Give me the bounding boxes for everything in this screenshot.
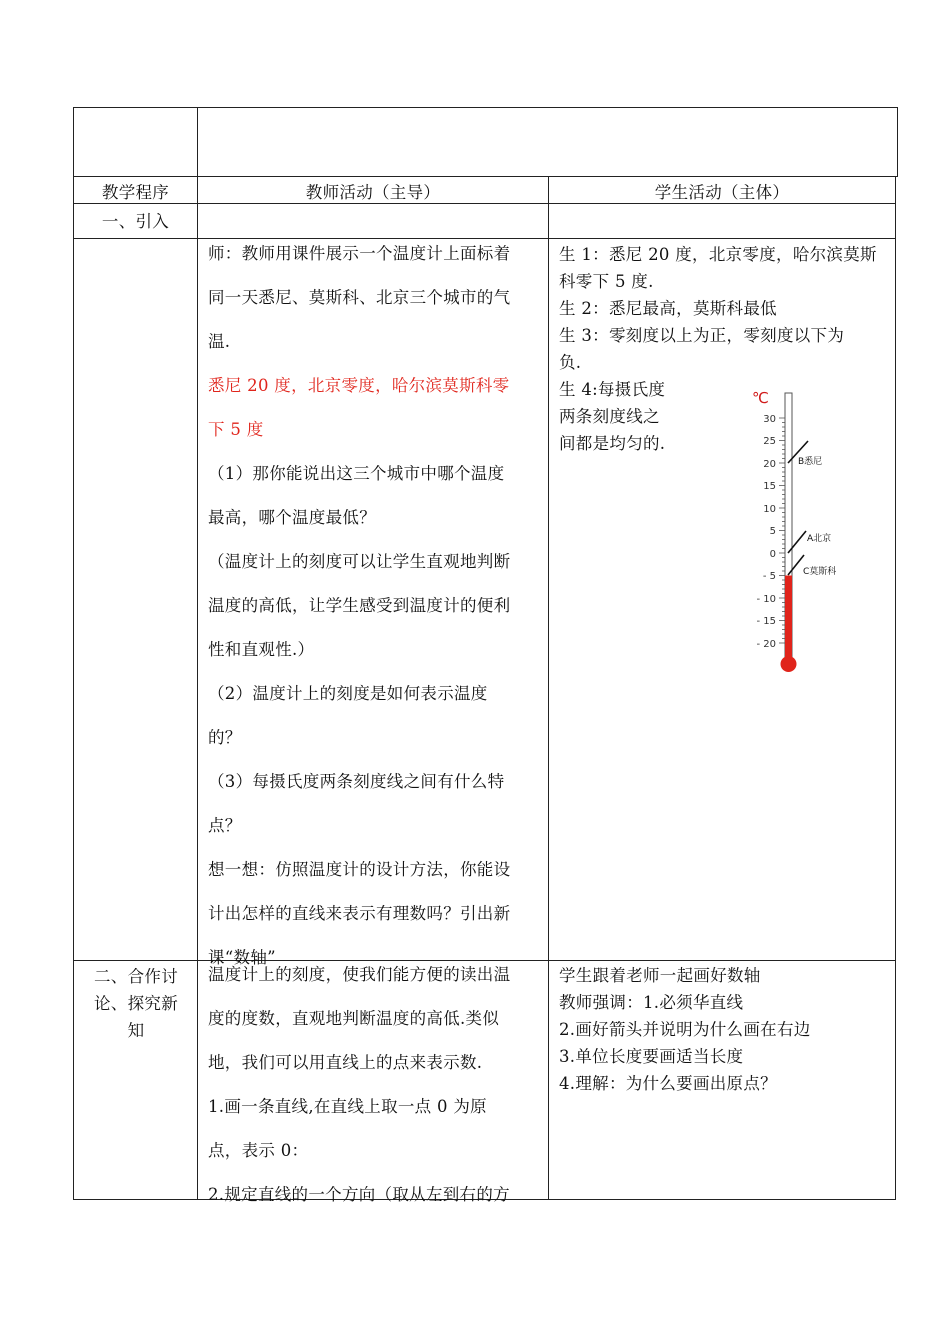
teacher-line: 2.规定直线的一个方向（取从左到右的方: [208, 1185, 510, 1204]
teacher-line: （2）温度计上的刻度是如何表示温度: [208, 684, 488, 703]
tick-marks: [779, 418, 785, 643]
tick-label: 20: [763, 459, 776, 470]
teacher-line: （3）每摄氏度两条刻度线之间有什么特: [208, 772, 505, 791]
teacher-line: 师：教师用课件展示一个温度计上面标着: [208, 244, 511, 263]
tick-label: 15: [763, 481, 776, 492]
section2-label-line: 知: [127, 1021, 145, 1040]
teacher-line: 温.: [208, 332, 231, 351]
label-beijing: A北京: [807, 534, 832, 544]
student-line: 负.: [559, 353, 582, 372]
mercury-column: [785, 576, 792, 661]
tick-label: 25: [763, 436, 776, 447]
student-line: 教师强调：1.必须华直线: [559, 993, 744, 1012]
tick-label: - 5: [762, 571, 776, 582]
teacher-line-highlight: 悉尼 20 度，北京零度，哈尔滨莫斯科零: [208, 376, 510, 395]
teacher-line: 课“数轴”: [208, 948, 276, 967]
teacher-line: 温度计上的刻度，使我们能方便的读出温: [208, 965, 511, 984]
teacher-line: 性和直观性.）: [208, 640, 315, 659]
teacher-line: （1）那你能说出这三个城市中哪个温度: [208, 464, 505, 483]
label-moscow: C莫斯科: [803, 567, 837, 577]
tick-label: - 15: [756, 616, 776, 627]
teacher-line: 的？: [208, 728, 242, 747]
section2-label: [80, 963, 192, 1044]
teacher-line: 同一天悉尼、莫斯科、北京三个城市的气: [208, 288, 511, 307]
header-student-activity: 学生活动（主体）: [654, 183, 790, 202]
teacher-line: 点？: [208, 816, 242, 835]
student-line: 生 1：悉尼 20 度，北京零度，哈尔滨莫斯: [559, 245, 877, 264]
student-line: 2.画好箭头并说明为什么画在右边: [559, 1020, 811, 1039]
label-sydney: B悉尼: [798, 457, 823, 467]
teacher-line: 计出怎样的直线来表示有理数吗？引出新: [208, 904, 511, 923]
table-right-border-top: [897, 107, 898, 177]
teacher-line: 度的度数，直观地判断温度的高低.类似: [208, 1009, 500, 1028]
student-line: 生 4:每摄氏度: [559, 380, 666, 399]
teacher-line: 最高，哪个温度最低？: [208, 508, 376, 527]
student-line: 两条刻度线之: [559, 407, 660, 426]
thermometer-bulb: [781, 656, 797, 672]
section2-label-line: 二、合作讨: [94, 967, 178, 986]
student-line: 科零下 5 度.: [559, 272, 654, 291]
header-teacher-activity: 教师活动（主导）: [305, 183, 441, 202]
student-line: 学生跟着老师一起画好数轴: [559, 966, 761, 985]
tick-label: - 10: [756, 594, 776, 605]
teacher-line: 温度的高低，让学生感受到温度计的便利: [208, 596, 511, 615]
teacher-line: 想一想：仿照温度计的设计方法，你能设: [208, 860, 511, 879]
student-line: 生 2：悉尼最高，莫斯科最低: [559, 299, 777, 318]
tick-label: - 20: [756, 639, 776, 650]
header-procedure: 教学程序: [101, 183, 170, 202]
celsius-unit: ℃: [752, 389, 769, 407]
teacher-line: 地，我们可以用直线上的点来表示数.: [208, 1053, 483, 1072]
section1-teacher-text: [208, 232, 543, 980]
tick-label: 5: [769, 526, 776, 537]
section1-label: 一、引入: [101, 212, 170, 231]
student-line: 4.理解：为什么要画出原点？: [559, 1074, 777, 1093]
teacher-line: 1.画一条直线,在直线上取一点 0 为原: [208, 1097, 487, 1116]
thermometer-figure: [740, 385, 850, 680]
column-divider-1: [197, 107, 198, 1200]
student-line: 3.单位长度要画适当长度: [559, 1047, 744, 1066]
section2-student-text: [559, 962, 891, 1097]
section2-teacher-text: [208, 953, 543, 1217]
tick-label: 0: [769, 549, 776, 560]
table-left-border: [73, 107, 74, 1200]
student-line: 间都是均匀的.: [559, 434, 666, 453]
pointer-beijing: [788, 531, 806, 553]
teacher-line-highlight: 下 5 度: [208, 420, 264, 439]
column-divider-2: [548, 176, 549, 1200]
student-line: 生 3：零刻度以上为正，零刻度以下为: [559, 326, 845, 345]
teacher-line: （温度计上的刻度可以让学生直观地判断: [208, 552, 511, 571]
table-right-border: [895, 176, 896, 1200]
tick-labels: [756, 414, 776, 650]
tick-label: 30: [763, 414, 776, 425]
teacher-line: 点，表示 0：: [208, 1141, 309, 1160]
pointer-moscow: [788, 555, 804, 575]
tick-label: 10: [763, 504, 776, 515]
section2-label-line: 论、探究新: [94, 994, 178, 1013]
